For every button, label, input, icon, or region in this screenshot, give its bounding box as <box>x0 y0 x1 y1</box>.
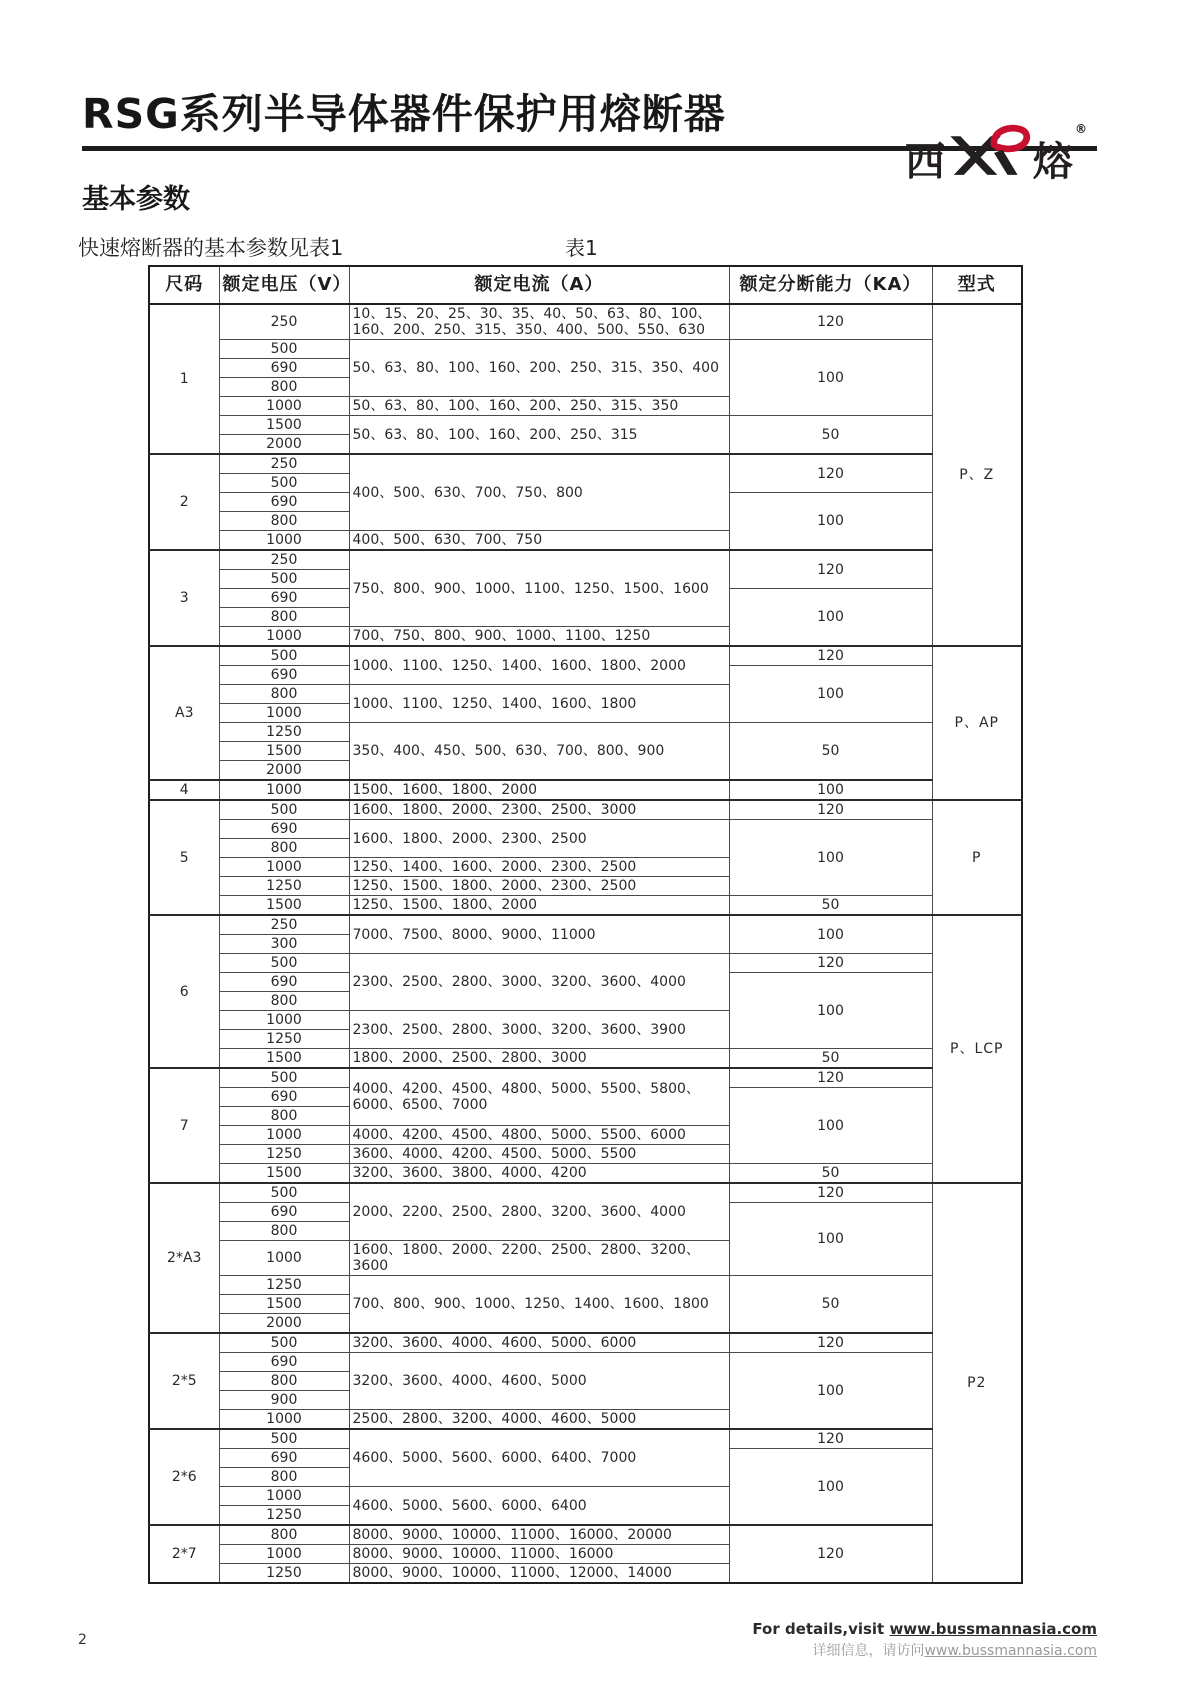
breaking-capacity-cell: 50 <box>729 723 932 781</box>
voltage-cell: 250 <box>219 304 349 340</box>
breaking-capacity-cell: 120 <box>729 1068 932 1088</box>
voltage-cell: 800 <box>219 839 349 858</box>
breaking-capacity-cell: 120 <box>729 550 932 589</box>
breaking-capacity-cell: 100 <box>729 973 932 1049</box>
voltage-cell: 2000 <box>219 1314 349 1334</box>
voltage-cell: 1250 <box>219 877 349 896</box>
breaking-capacity-cell: 120 <box>729 1183 932 1203</box>
rated-current-cell: 4000、4200、4500、4800、5000、5500、5800、6000、6500、7000 <box>349 1068 729 1126</box>
voltage-cell: 1000 <box>219 531 349 551</box>
type-cell: P2 <box>932 1183 1022 1583</box>
parameters-table <box>148 265 1023 1584</box>
size-cell: 6 <box>149 915 219 1068</box>
voltage-cell: 1000 <box>219 1126 349 1145</box>
voltage-cell: 800 <box>219 1525 349 1545</box>
rated-current-cell: 2500、2800、3200、4000、4600、5000 <box>349 1410 729 1430</box>
voltage-cell: 500 <box>219 954 349 973</box>
rated-current-cell: 4000、4200、4500、4800、5000、5500、6000 <box>349 1126 729 1145</box>
voltage-cell: 690 <box>219 589 349 608</box>
footer-line-cn <box>752 1640 1097 1660</box>
breaking-capacity-cell: 100 <box>729 340 932 416</box>
rated-current-cell: 1600、1800、2000、2300、2500 <box>349 820 729 858</box>
voltage-cell: 1000 <box>219 397 349 416</box>
column-header: 额定分断能力（KA） <box>729 266 932 304</box>
breaking-capacity-cell: 100 <box>729 820 932 896</box>
breaking-capacity-cell: 120 <box>729 800 932 820</box>
voltage-cell: 690 <box>219 1203 349 1222</box>
breaking-capacity-cell: 50 <box>729 896 932 916</box>
voltage-cell: 500 <box>219 1183 349 1203</box>
voltage-cell: 1000 <box>219 1487 349 1506</box>
breaking-capacity-cell: 50 <box>729 1049 932 1069</box>
size-cell: A3 <box>149 646 219 780</box>
rated-current-cell: 1250、1500、1800、2000 <box>349 896 729 916</box>
voltage-cell: 1000 <box>219 1545 349 1564</box>
voltage-cell: 2000 <box>219 761 349 781</box>
breaking-capacity-cell: 100 <box>729 1088 932 1164</box>
rated-current-cell: 50、63、80、100、160、200、250、315、350、400 <box>349 340 729 397</box>
breaking-capacity-cell: 120 <box>729 1333 932 1353</box>
voltage-cell: 500 <box>219 646 349 666</box>
rated-current-cell: 8000、9000、10000、11000、12000、14000 <box>349 1564 729 1584</box>
breaking-capacity-cell: 100 <box>729 666 932 723</box>
rated-current-cell: 1800、2000、2500、2800、3000 <box>349 1049 729 1069</box>
rated-current-cell: 10、15、20、25、30、35、40、50、63、80、100、160、200、250、315、350、400、500、550、630 <box>349 304 729 340</box>
logo-right-char: 熔 <box>1033 139 1073 185</box>
voltage-cell: 1500 <box>219 896 349 916</box>
breaking-capacity-cell: 50 <box>729 1164 932 1184</box>
voltage-cell: 690 <box>219 1088 349 1107</box>
page-number: 2 <box>78 1632 87 1648</box>
voltage-cell: 500 <box>219 800 349 820</box>
logo-left-char: 西 <box>905 139 945 185</box>
voltage-cell: 1000 <box>219 858 349 877</box>
breaking-capacity-cell: 120 <box>729 1429 932 1449</box>
voltage-cell: 250 <box>219 454 349 474</box>
rated-current-cell: 7000、7500、8000、9000、11000 <box>349 915 729 954</box>
rated-current-cell: 3200、3600、4000、4600、5000 <box>349 1353 729 1410</box>
voltage-cell: 1250 <box>219 723 349 742</box>
voltage-cell: 690 <box>219 493 349 512</box>
section-heading: 基本参数 <box>82 184 190 216</box>
brand-logo <box>905 122 1087 185</box>
breaking-capacity-cell: 50 <box>729 1276 932 1334</box>
size-cell: 2*6 <box>149 1429 219 1525</box>
size-cell: 2*7 <box>149 1525 219 1583</box>
voltage-cell: 1250 <box>219 1506 349 1526</box>
voltage-cell: 500 <box>219 1068 349 1088</box>
voltage-cell: 1250 <box>219 1030 349 1049</box>
size-cell: 3 <box>149 550 219 646</box>
breaking-capacity-cell: 100 <box>729 915 932 954</box>
rated-current-cell: 1500、1600、1800、2000 <box>349 780 729 800</box>
voltage-cell: 2000 <box>219 435 349 455</box>
voltage-cell: 690 <box>219 973 349 992</box>
rated-current-cell: 350、400、450、500、630、700、800、900 <box>349 723 729 781</box>
breaking-capacity-cell: 100 <box>729 493 932 551</box>
voltage-cell: 800 <box>219 992 349 1011</box>
breaking-capacity-cell: 100 <box>729 1353 932 1430</box>
voltage-cell: 800 <box>219 1372 349 1391</box>
breaking-capacity-cell: 120 <box>729 454 932 493</box>
footer-en-prefix: For details,visit <box>752 1620 890 1638</box>
footer-cn-prefix: 详细信息，请访问 <box>812 1643 925 1659</box>
voltage-cell: 690 <box>219 1353 349 1372</box>
breaking-capacity-cell: 120 <box>729 1525 932 1583</box>
voltage-cell: 900 <box>219 1391 349 1410</box>
voltage-cell: 800 <box>219 1222 349 1241</box>
voltage-cell: 1500 <box>219 416 349 435</box>
breaking-capacity-cell: 100 <box>729 1203 932 1276</box>
rated-current-cell: 700、750、800、900、1000、1100、1250 <box>349 627 729 647</box>
type-cell: P、Z <box>932 304 1022 646</box>
size-cell: 5 <box>149 800 219 915</box>
footer-url-link-cn[interactable]: www.bussmannasia.com <box>924 1643 1097 1659</box>
rated-current-cell: 700、800、900、1000、1250、1400、1600、1800 <box>349 1276 729 1334</box>
rated-current-cell: 2300、2500、2800、3000、3200、3600、3900 <box>349 1011 729 1049</box>
voltage-cell: 1250 <box>219 1145 349 1164</box>
voltage-cell: 800 <box>219 685 349 704</box>
breaking-capacity-cell: 120 <box>729 304 932 340</box>
logo-xr-monogram-icon <box>947 124 1031 182</box>
rated-current-cell: 50、63、80、100、160、200、250、315 <box>349 416 729 455</box>
rated-current-cell: 50、63、80、100、160、200、250、315、350 <box>349 397 729 416</box>
rated-current-cell: 1250、1400、1600、2000、2300、2500 <box>349 858 729 877</box>
voltage-cell: 1000 <box>219 1410 349 1430</box>
table-caption: 表1 <box>565 236 598 261</box>
voltage-cell: 1000 <box>219 1011 349 1030</box>
voltage-cell: 800 <box>219 1107 349 1126</box>
table-intro-text: 快速熔断器的基本参数见表1 <box>78 236 344 261</box>
footer-line-en <box>752 1620 1097 1638</box>
rated-current-cell: 3200、3600、4000、4600、5000、6000 <box>349 1333 729 1353</box>
rated-current-cell: 750、800、900、1000、1100、1250、1500、1600 <box>349 550 729 627</box>
voltage-cell: 300 <box>219 935 349 954</box>
size-cell: 2*5 <box>149 1333 219 1429</box>
rated-current-cell: 1250、1500、1800、2000、2300、2500 <box>349 877 729 896</box>
size-cell: 2*A3 <box>149 1183 219 1333</box>
rated-current-cell: 400、500、630、700、750 <box>349 531 729 551</box>
voltage-cell: 500 <box>219 1429 349 1449</box>
breaking-capacity-cell: 50 <box>729 416 932 455</box>
breaking-capacity-cell: 100 <box>729 589 932 647</box>
voltage-cell: 800 <box>219 1468 349 1487</box>
voltage-cell: 1500 <box>219 1295 349 1314</box>
voltage-cell: 1500 <box>219 1164 349 1184</box>
rated-current-cell: 2000、2200、2500、2800、3200、3600、4000 <box>349 1183 729 1241</box>
page-footer <box>752 1620 1097 1660</box>
size-cell: 1 <box>149 304 219 454</box>
rated-current-cell: 3200、3600、3800、4000、4200 <box>349 1164 729 1184</box>
voltage-cell: 1000 <box>219 704 349 723</box>
column-header: 额定电压（V） <box>219 266 349 304</box>
size-cell: 7 <box>149 1068 219 1183</box>
size-cell: 2 <box>149 454 219 550</box>
voltage-cell: 690 <box>219 820 349 839</box>
rated-current-cell: 1600、1800、2000、2300、2500、3000 <box>349 800 729 820</box>
voltage-cell: 500 <box>219 340 349 359</box>
rated-current-cell: 8000、9000、10000、11000、16000 <box>349 1545 729 1564</box>
voltage-cell: 1250 <box>219 1276 349 1295</box>
table-intro-row <box>78 232 1179 261</box>
rated-current-cell: 1600、1800、2000、2200、2500、2800、3200、3600 <box>349 1241 729 1276</box>
rated-current-cell: 400、500、630、700、750、800 <box>349 454 729 531</box>
breaking-capacity-cell: 100 <box>729 780 932 800</box>
voltage-cell: 250 <box>219 550 349 570</box>
type-cell: P、LCP <box>932 915 1022 1183</box>
voltage-cell: 800 <box>219 512 349 531</box>
voltage-cell: 1000 <box>219 1241 349 1276</box>
voltage-cell: 1000 <box>219 627 349 647</box>
voltage-cell: 250 <box>219 915 349 935</box>
voltage-cell: 800 <box>219 608 349 627</box>
page-title: RSG系列半导体器件保护用熔断器 <box>82 90 726 138</box>
rated-current-cell: 4600、5000、5600、6000、6400、7000 <box>349 1429 729 1487</box>
voltage-cell: 500 <box>219 570 349 589</box>
type-cell: P <box>932 800 1022 915</box>
breaking-capacity-cell: 120 <box>729 954 932 973</box>
rated-current-cell: 1000、1100、1250、1400、1600、1800、2000 <box>349 646 729 685</box>
voltage-cell: 690 <box>219 359 349 378</box>
column-header: 额定电流（A） <box>349 266 729 304</box>
voltage-cell: 800 <box>219 378 349 397</box>
type-cell: P、AP <box>932 646 1022 800</box>
rated-current-cell: 3600、4000、4200、4500、5000、5500 <box>349 1145 729 1164</box>
breaking-capacity-cell: 120 <box>729 646 932 666</box>
voltage-cell: 500 <box>219 474 349 493</box>
rated-current-cell: 2300、2500、2800、3000、3200、3600、4000 <box>349 954 729 1011</box>
breaking-capacity-cell: 100 <box>729 1449 932 1526</box>
column-header: 型式 <box>932 266 1022 304</box>
rated-current-cell: 1000、1100、1250、1400、1600、1800 <box>349 685 729 723</box>
voltage-cell: 1500 <box>219 742 349 761</box>
voltage-cell: 690 <box>219 1449 349 1468</box>
voltage-cell: 1250 <box>219 1564 349 1584</box>
column-header: 尺码 <box>149 266 219 304</box>
footer-url-link-en[interactable]: www.bussmannasia.com <box>889 1620 1097 1638</box>
rated-current-cell: 4600、5000、5600、6000、6400 <box>349 1487 729 1526</box>
voltage-cell: 1000 <box>219 780 349 800</box>
size-cell: 4 <box>149 780 219 800</box>
rated-current-cell: 8000、9000、10000、11000、16000、20000 <box>349 1525 729 1545</box>
voltage-cell: 690 <box>219 666 349 685</box>
registered-trademark-icon: ® <box>1075 122 1087 136</box>
voltage-cell: 500 <box>219 1333 349 1353</box>
voltage-cell: 1500 <box>219 1049 349 1069</box>
